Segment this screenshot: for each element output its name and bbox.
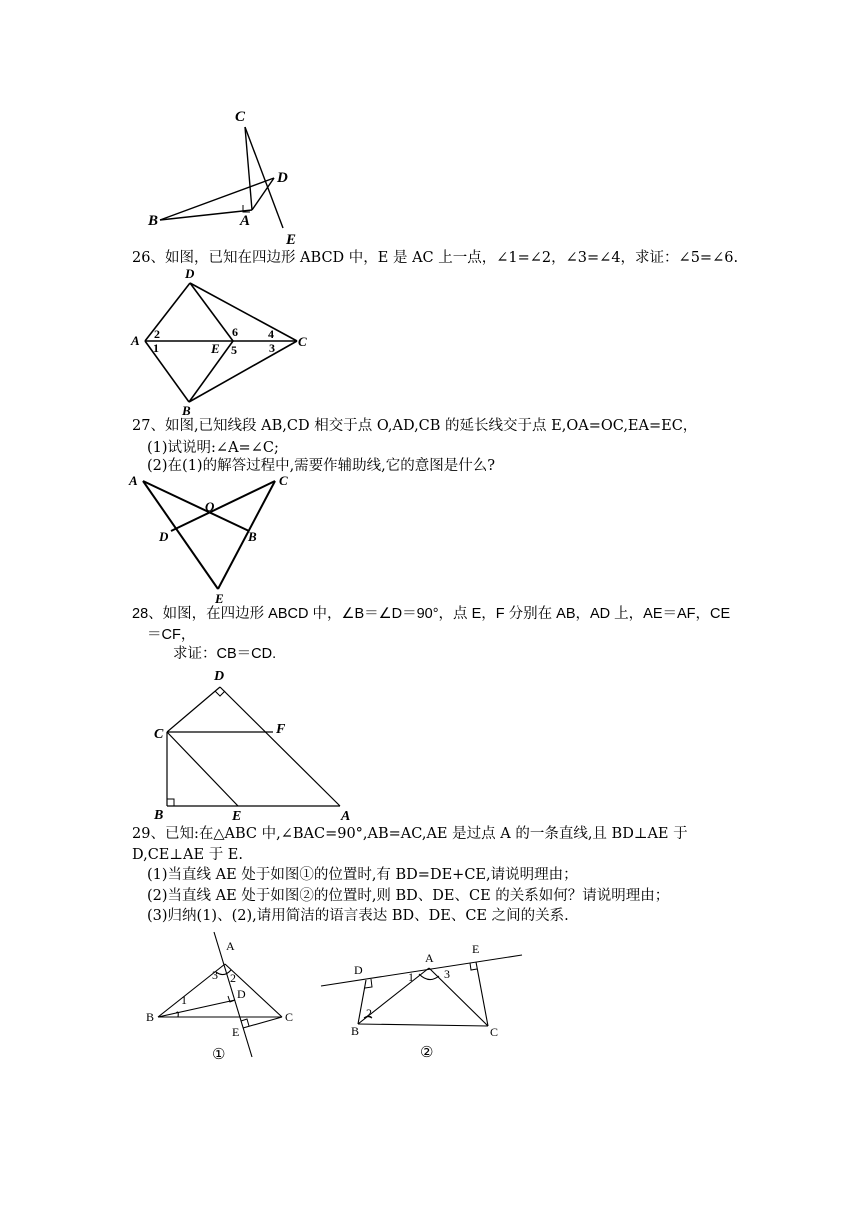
problem-29-text2: D,CE⊥AE 于 E.: [132, 847, 244, 863]
fig26-label-d: D: [185, 266, 195, 281]
fig26-label-b: B: [182, 403, 191, 418]
fig25-label-e: E: [286, 232, 297, 248]
fig27-label-o: O: [205, 499, 215, 514]
fig29a-label-e: E: [232, 1025, 240, 1039]
fig26-angle-5: 5: [231, 343, 237, 357]
fig28-label-f: F: [276, 722, 286, 737]
fig28-label-b: B: [154, 808, 164, 823]
fig29a-label-b: B: [146, 1010, 155, 1024]
fig29b-label-a: A: [425, 951, 434, 965]
fig29a-angle-1: 1: [181, 993, 187, 1007]
fig29a-label-d: D: [237, 987, 246, 1001]
fig29b-caption: ②: [420, 1045, 434, 1061]
fig29a-angle-2: 2: [230, 971, 236, 985]
fig27-label-a: A: [129, 473, 138, 488]
fig26-angle-2: 2: [154, 327, 160, 341]
fig25-label-c: C: [235, 109, 246, 125]
fig26-angle-6: 6: [232, 325, 238, 339]
fig29b-angle-1: 1: [408, 970, 414, 984]
fig25-label-d: D: [277, 170, 288, 186]
problem-28-prove: 求证：CB＝CD.: [173, 646, 277, 662]
fig28-label-a: A: [341, 809, 351, 824]
fig29b-angle-3: 3: [444, 967, 450, 981]
fig26-angle-4: 4: [268, 327, 274, 341]
fig25-label-b: B: [148, 213, 159, 229]
fig29a-caption: ①: [212, 1047, 226, 1063]
fig27-label-d: D: [159, 529, 169, 544]
problem-26-text: 26、如图，已知在四边形 ABCD 中，E 是 AC 上一点，∠1=∠2，∠3=∠4，求证：∠5=∠6.: [132, 250, 739, 266]
fig28-label-c: C: [154, 727, 164, 742]
problem-29-q3: (3)归纳(1)、(2),请用简洁的语言表达 BD、DE、CE 之间的关系.: [147, 908, 569, 924]
fig29b-label-d: D: [354, 963, 363, 977]
problem-27-q2: (2)在(1)的解答过程中,需要作辅助线,它的意图是什么?: [147, 458, 496, 474]
fig27-label-e: E: [215, 591, 224, 606]
problem-29-text: 29、已知:在△ABC 中,∠BAC=90°,AB=AC,AE 是过点 A 的一条直线,且 BD⊥AE 于: [132, 826, 688, 842]
fig29b-label-b: B: [351, 1024, 360, 1038]
fig28-label-d: D: [214, 669, 225, 684]
fig29b-label-c: C: [490, 1025, 499, 1039]
fig27-label-c: C: [279, 473, 288, 488]
fig26-label-e: E: [211, 341, 220, 356]
fig26-angle-1: 1: [153, 341, 159, 355]
fig27-label-b: B: [248, 529, 257, 544]
fig29a-label-a: A: [226, 939, 235, 953]
fig26-label-a: A: [131, 333, 140, 348]
fig26-label-c: C: [298, 334, 307, 349]
problem-28-text: 28、如图，在四边形 ABCD 中，∠B＝∠D＝90°，点 E，F 分别在 AB，AD 上，AE＝AF，CE: [132, 606, 731, 622]
fig25-label-a: A: [240, 213, 251, 229]
fig29a-label-c: C: [285, 1010, 294, 1024]
fig28-label-e: E: [232, 809, 242, 824]
fig29b-angle-2: 2: [366, 1006, 372, 1020]
problem-28-text2: ＝CF，: [147, 627, 196, 643]
problem-27-q1: (1)试说明:∠A=∠C;: [147, 440, 279, 456]
problem-27-text: 27、如图,已知线段 AB,CD 相交于点 O,AD,CB 的延长线交于点 E,OA=OC,EA=EC，: [132, 418, 698, 434]
fig29a-angle-3: 3: [212, 968, 218, 982]
fig26-angle-3: 3: [269, 341, 275, 355]
problem-29-q2: (2)当直线 AE 处于如图②的位置时,则 BD、DE、CE 的关系如何？请说明理由；: [147, 888, 670, 904]
fig29b-label-e: E: [472, 942, 480, 956]
problem-29-q1: (1)当直线 AE 处于如图①的位置时,有 BD=DE+CE,请说明理由；: [147, 867, 578, 883]
